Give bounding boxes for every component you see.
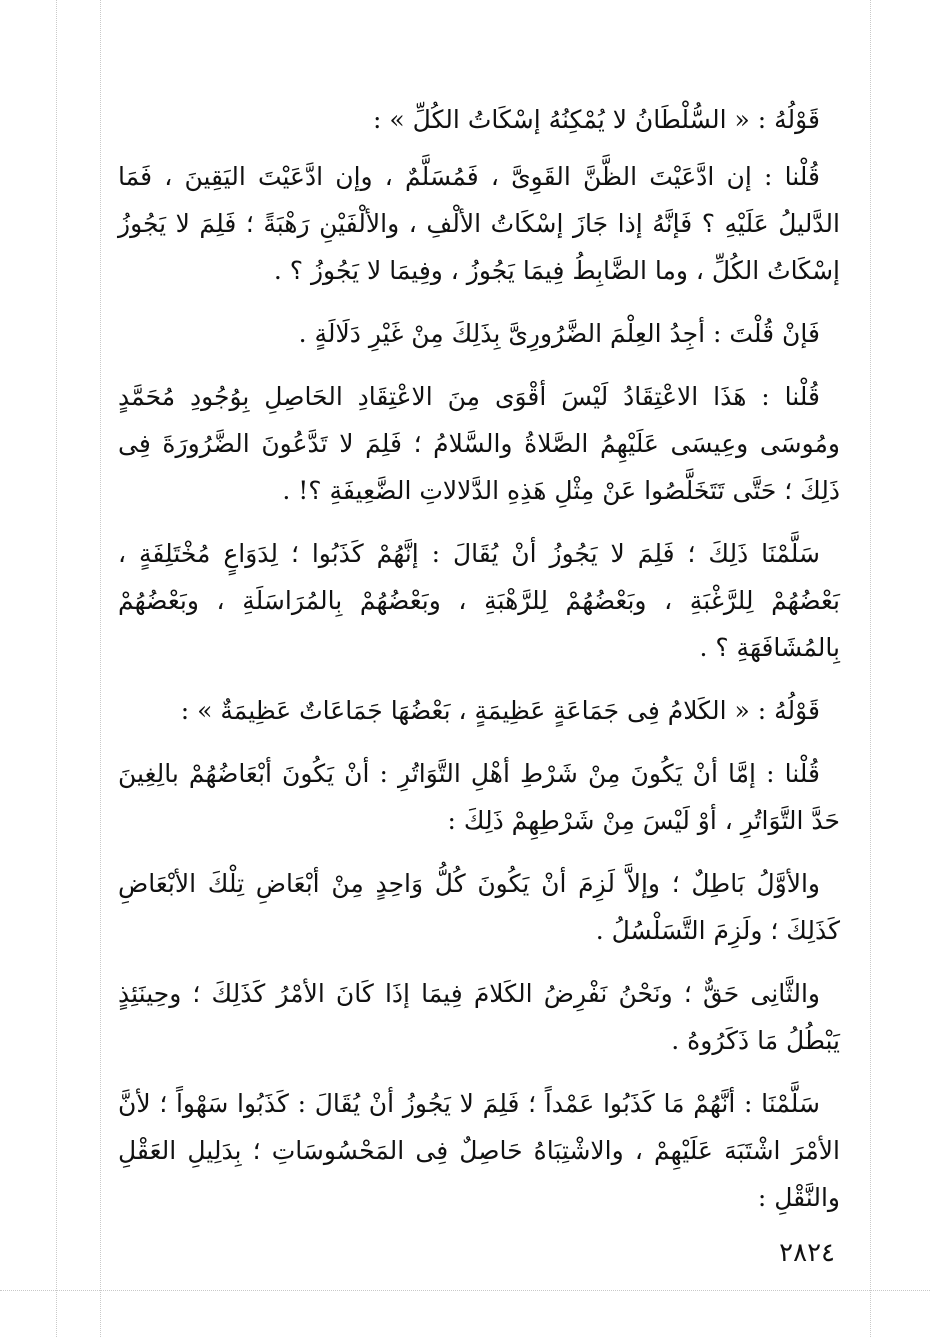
- paragraph: قَوْلُهُ : « السُّلْطَانُ لا يُمْكِنُهُ إسْكَاتُ الكُلِّ » :: [372, 105, 820, 134]
- paragraph: سَلَّمْنَا ذَلِكَ ؛ فَلِمَ لا يَجُوزُ أنْ يُقَالَ : إنَّهُمْ كَذَبُوا ؛ لِدَوَاعٍ مُخْتَلِفَةٍ ، بَعْضُهُمْ لِلرَّغْبَةِ ، وبَعْضُهُمْ لِلرَّهْبَةِ ، وبَعْضُهُمْ بِالمُرَاسَلَةِ ، وبَعْضُهُمْ بِالمُشَافَهَةِ ؟ .: [118, 539, 840, 662]
- page-number: ٢٨٢٤: [779, 1238, 835, 1268]
- paragraph: قُلْنا : إن ادَّعَيْتَ الظَّنَّ القَوِىَّ ، فَمُسَلَّمٌ ، وإن ادَّعَيْتَ اليَقِينَ ، فَمَا الدَّليلُ عَلَيْهِ ؟ فَإنَّهُ إذا جَازَ إسْكَاتُ الألْفِ ، والألْفَيْنِ رَهْبَةً ؛ فَلِمَ لا يَجُوزُ إسْكَاتُ الكُلِّ ، وما الضَّابِطُ فِيمَا يَجُوزُ ، وفِيمَا لا يَجُوزُ ؟ .: [118, 162, 840, 285]
- scan-guide-left-inner: [100, 0, 101, 1337]
- scan-guide-right: [870, 0, 871, 1337]
- paragraph: فَإنْ قُلْتَ : أجِدُ العِلْمَ الضَّرُورِىَّ بِذَلِكَ مِنْ غَيْرِ دَلَالَةٍ .: [298, 319, 820, 348]
- paragraph: والثَّانِى حَقٌّ ؛ ونَحْنُ نَفْرِضُ الكَلامَ فِيمَا إذَا كَانَ الأمْرُ كَذَلِكَ ؛ وحِينَئِذٍ يَبْطُلُ مَا ذَكَرُوهُ .: [118, 979, 840, 1055]
- scan-guide-bottom: [0, 1290, 930, 1291]
- paragraph: قُلْنا : إمَّا أنْ يَكُونَ مِنْ شَرْطِ أهْلِ التَّوَاتُرِ : أنْ يَكُونَ أبْعَاضُهُمْ بالِغِينَ حَدَّ التَّوَاتُرِ ، أوْ لَيْسَ مِنْ شَرْطِهِمْ ذَلِكَ :: [118, 759, 840, 835]
- document-page: [118, 96, 840, 1237]
- paragraph: قُلْنا : هَذَا الاعْتِقَادُ لَيْسَ أقْوَى مِنَ الاعْتِقَادِ الحَاصِلِ بِوُجُودِ مُحَمَّدٍ ومُوسَى وعِيسَى عَلَيْهِمُ الصَّلاةُ والسَّلامُ ؛ فَلِمَ لا تَدَّعُونَ الضَّرُورَةَ فِى ذَلِكَ ؛ حَتَّى تَتَخَلَّصُوا عَنْ مِثْلِ هَذِهِ الدَّلالاتِ الضَّعِيفَةِ ؟! .: [118, 382, 840, 505]
- paragraph: والأوَّلُ بَاطِلٌ ؛ وإلاَّ لَزِمَ أنْ يَكُونَ كُلُّ وَاحِدٍ مِنْ أبْعَاضِ تِلْكَ الأبْعَاضِ كَذَلِكَ ؛ ولَزِمَ التَّسَلْسُلُ .: [118, 869, 840, 945]
- scan-guide-left: [56, 0, 57, 1337]
- paragraph: سَلَّمْنَا : أنَّهُمْ مَا كَذَبُوا عَمْداً ؛ فَلِمَ لا يَجُوزُ أنْ يُقَالَ : كَذَبُوا سَهْواً ؛ لأنَّ الأمْرَ اشْتَبَهَ عَلَيْهِمْ ، والاشْتِبَاهُ حَاصِلٌ فِى المَحْسُوسَاتِ ؛ بِدَلِيلِ العَقْلِ والنَّقْلِ :: [118, 1089, 840, 1212]
- paragraph: قَوْلُهُ : « الكَلامُ فِى جَمَاعَةٍ عَظِيمَةٍ ، بَعْضُهَا جَمَاعَاتٌ عَظِيمَةٌ » :: [180, 696, 820, 725]
